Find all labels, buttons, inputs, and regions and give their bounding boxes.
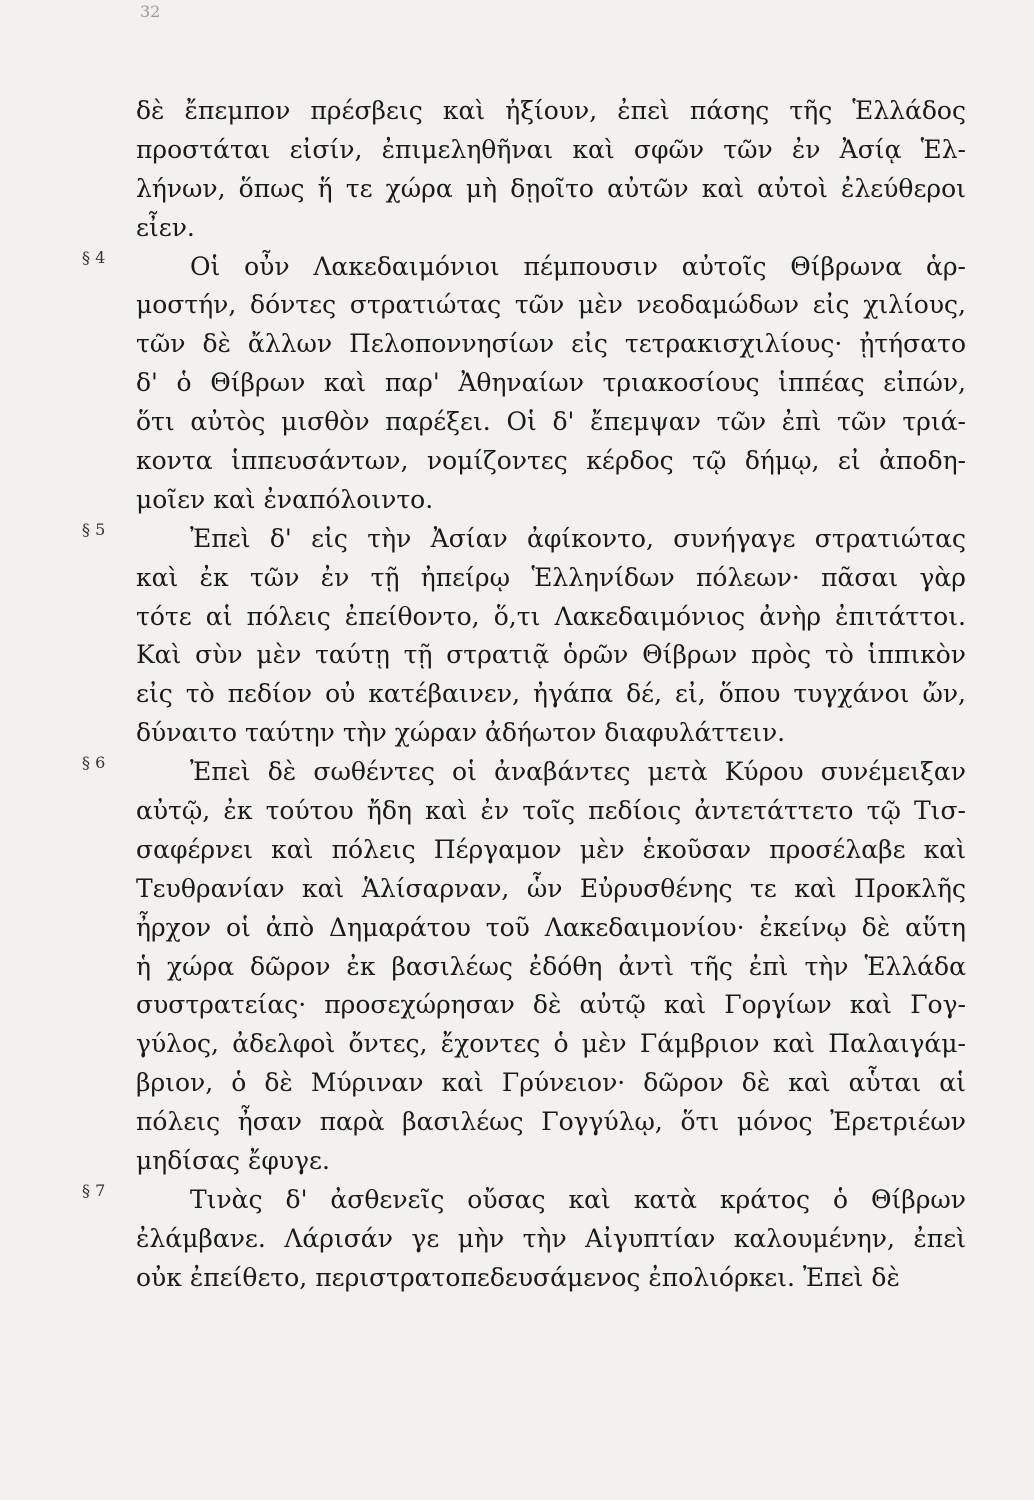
text-line: ὅτι αὐτὸς μισθὸν παρέξει. Οἱ δ' ἔπεμψαν τῶν ἐπὶ τῶν τριά- (136, 407, 966, 437)
text-line: μηδίσας ἔφυγε. (136, 1146, 330, 1176)
text-line: ἡ χώρα δῶρον ἐκ βασιλέως ἐδόθη ἀντὶ τῆς ἐπὶ τὴν Ἑλλάδα (136, 951, 966, 981)
text-line: δ' ὁ Θίβρων καὶ παρ' Ἀθηναίων τριακοσίους ἱππέας εἰπών, (136, 368, 966, 398)
text-line: Οἱ οὖν Λακεδαιμόνιοι πέμπουσιν αὐτοῖς Θίβρωνα ἁρ- (190, 251, 966, 281)
text-line: Ἐπεὶ δ' εἰς τὴν Ἀσίαν ἀφίκοντο, συνήγαγε στρατιώτας (190, 523, 966, 553)
text-line: συστρατείας· προσεχώρησαν δὲ αὐτῷ καὶ Γοργίων καὶ Γογ- (136, 990, 966, 1020)
text-line: δύναιτο ταύτην τὴν χώραν ἀδήωτον διαφυλάττειν. (136, 718, 786, 748)
section-marker: § 5 (82, 519, 106, 539)
text-line: τῶν δὲ ἄλλων Πελοποννησίων εἰς τετρακισχιλίους· ᾐτήσατο (136, 329, 966, 359)
text-line: γύλος, ἀδελφοὶ ὄντες, ἔχοντες ὁ μὲν Γάμβριον καὶ Παλαιγάμ- (136, 1029, 966, 1059)
text-line: εἶεν. (136, 212, 195, 242)
section-marker: § 7 (82, 1180, 106, 1200)
paragraph (82, 1180, 966, 1298)
text-line: καὶ ἐκ τῶν ἐν τῇ ἠπείρῳ Ἑλληνίδων πόλεων· πᾶσαι γὰρ (136, 562, 966, 592)
text-line: Ἐπεὶ δὲ σωθέντες οἱ ἀναβάντες μετὰ Κύρου συνέμειξαν (190, 757, 966, 787)
text-line: Τευθρανίαν καὶ Ἁλίσαρναν, ὧν Εὐρυσθένης τε καὶ Προκλῆς (136, 873, 966, 903)
paragraph (82, 247, 966, 520)
text-line: αὐτῷ, ἐκ τούτου ἤδη καὶ ἐν τοῖς πεδίοις ἀντετάττετο τῷ Τισ- (136, 796, 966, 826)
text-line: εἰς τὸ πεδίον οὐ κατέβαινεν, ἠγάπα δέ, εἰ, ὅπου τυγχάνοι ὤν, (136, 679, 966, 709)
paragraph (82, 519, 966, 753)
section-marker: § 6 (82, 753, 106, 773)
text-block (82, 92, 966, 1298)
text-line: οὐκ ἐπείθετο, περιστρατοπεδευσάμενος ἐπολιόρκει. Ἐπεὶ δὲ (136, 1262, 900, 1292)
text-line: βριον, ὁ δὲ Μύριναν καὶ Γρύνειον· δῶρον δὲ καὶ αὗται αἱ (136, 1068, 966, 1098)
paragraph (82, 753, 966, 1181)
text-line: κοντα ἱππευσάντων, νομίζοντες κέρδος τῷ δήμῳ, εἰ ἀποδη- (136, 446, 966, 476)
text-line: ἐλάμβανε. Λάρισάν γε μὴν τὴν Αἰγυπτίαν καλουμένην, ἐπεὶ (136, 1223, 966, 1253)
text-line: ἦρχον οἱ ἀπὸ Δημαράτου τοῦ Λακεδαιμονίου· ἐκείνῳ δὲ αὕτη (136, 912, 966, 942)
paragraph (136, 92, 966, 248)
text-line: προστάται εἰσίν, ἐπιμεληθῆναι καὶ σφῶν τῶν ἐν Ἀσίᾳ Ἑλ- (136, 134, 966, 164)
text-line: λήνων, ὅπως ἥ τε χώρα μὴ δῃοῖτο αὐτῶν καὶ αὐτοὶ ἐλεύθεροι (136, 173, 966, 203)
text-line: Καὶ σὺν μὲν ταύτῃ τῇ στρατιᾷ ὁρῶν Θίβρων πρὸς τὸ ἱππικὸν (136, 640, 966, 670)
text-line: μοστήν, δόντες στρατιώτας τῶν μὲν νεοδαμώδων εἰς χιλίους, (136, 290, 966, 320)
section-marker: § 4 (82, 247, 106, 267)
text-line: Τινὰς δ' ἀσθενεῖς οὔσας καὶ κατὰ κράτος ὁ Θίβρων (190, 1184, 966, 1214)
text-line: δὲ ἔπεμπον πρέσβεις καὶ ἠξίουν, ἐπεὶ πάσης τῆς Ἑλλάδος (136, 96, 966, 125)
page-number: 32 (140, 2, 161, 21)
text-line: μοῖεν καὶ ἐναπόλοιντο. (136, 484, 434, 514)
text-line: πόλεις ἦσαν παρὰ βασιλέως Γογγύλῳ, ὅτι μόνος Ἐρετριέων (136, 1107, 966, 1137)
text-line: σαφέρνει καὶ πόλεις Πέργαμον μὲν ἑκοῦσαν προσέλαβε καὶ (136, 834, 966, 864)
text-line: τότε αἱ πόλεις ἐπείθοντο, ὅ,τι Λακεδαιμόνιος ἀνὴρ ἐπιτάττοι. (136, 601, 966, 631)
